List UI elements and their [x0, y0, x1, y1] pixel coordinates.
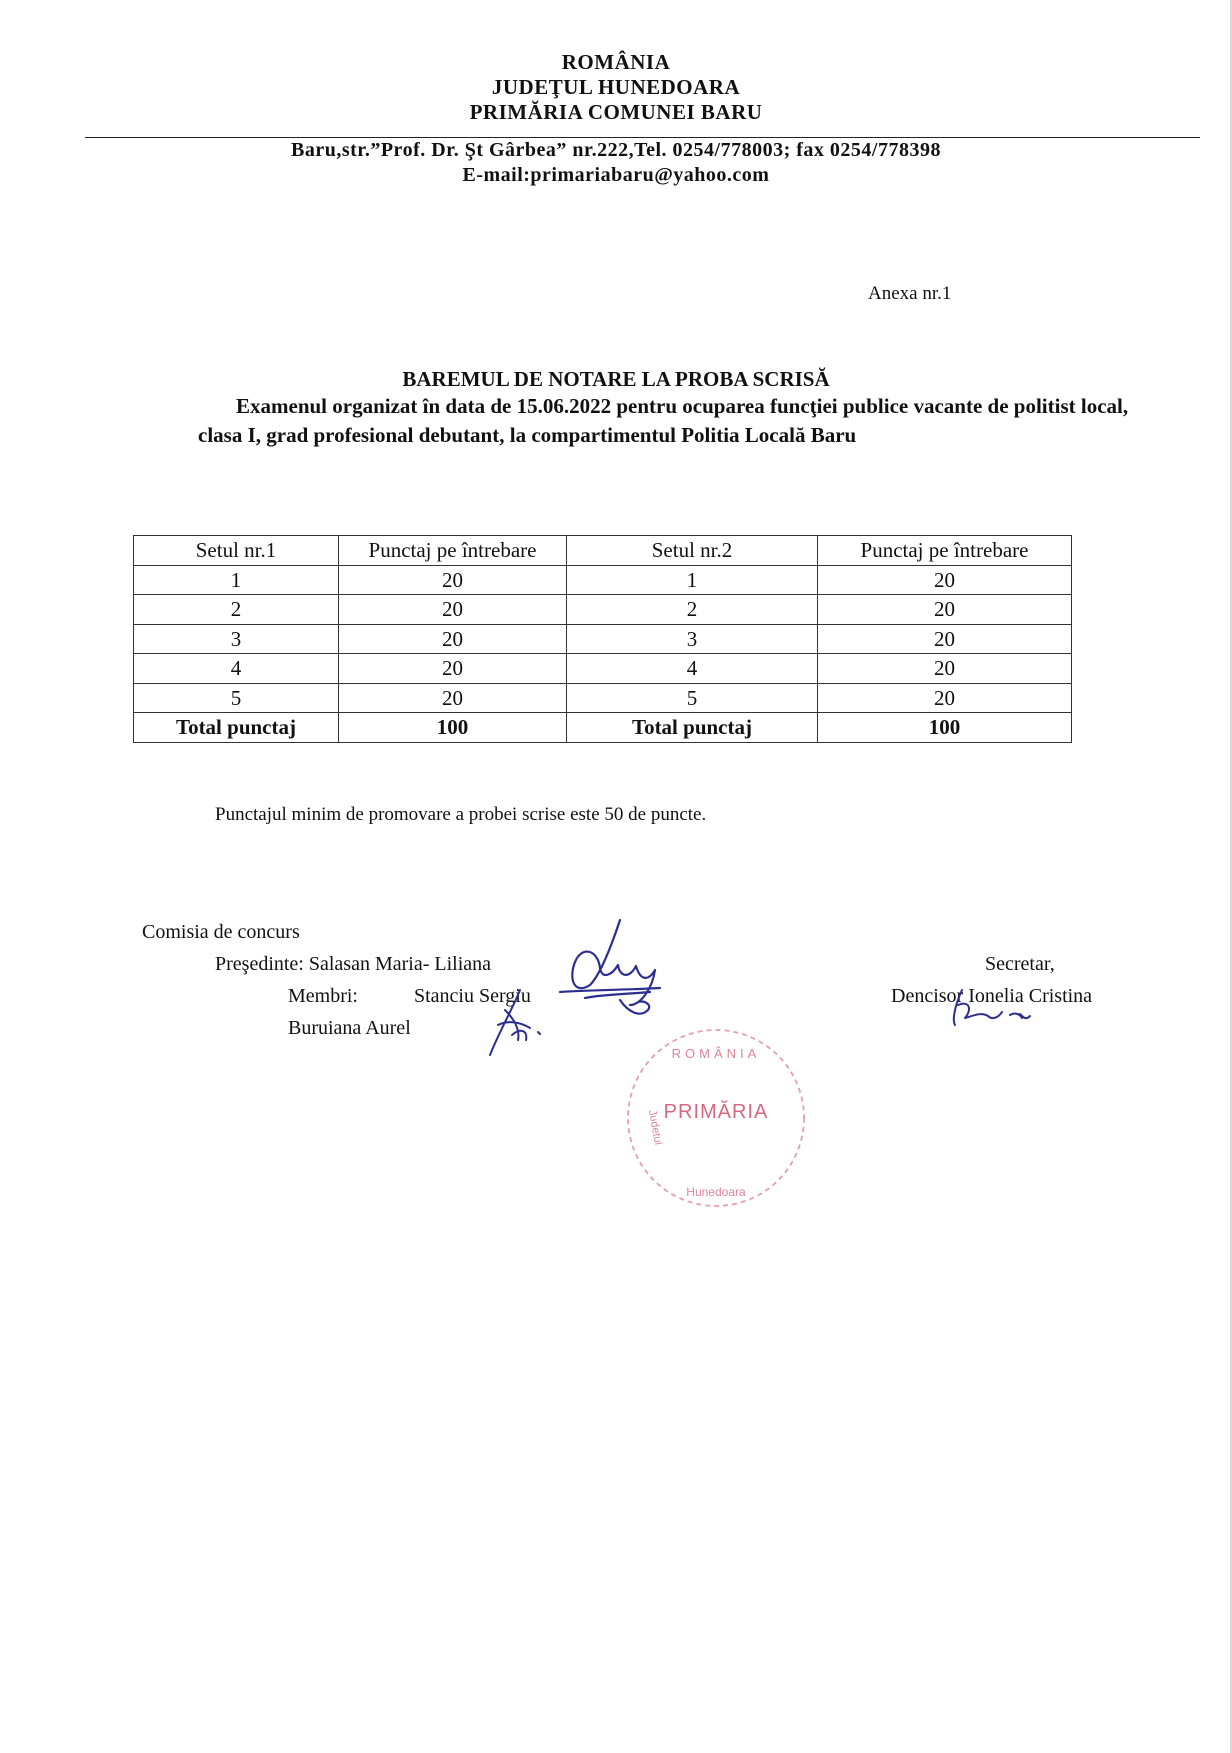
table-cell: 20 — [339, 624, 567, 654]
secretary-name: Dencisor Ionelia Cristina — [891, 985, 1093, 1007]
table-cell: 4 — [134, 654, 339, 684]
stamp-bottom-text: Hunedoara — [686, 1185, 746, 1199]
committee-heading: Comisia de concurs — [142, 921, 300, 943]
table-header-cell: Punctaj pe întrebare — [818, 536, 1072, 566]
document-title: BAREMUL DE NOTARE LA PROBA SCRISĂ — [402, 367, 830, 391]
header-address: Baru,str.”Prof. Dr. Şt Gârbea” nr.222,Tel. 0254/778003; fax 0254/778398 — [291, 139, 941, 161]
table-cell: 5 — [134, 683, 339, 713]
header-country: ROMÂNIA — [561, 50, 671, 74]
annex-label: Anexa nr.1 — [868, 283, 952, 304]
committee-member-1: Stanciu Sergiu — [414, 985, 531, 1007]
official-stamp — [628, 1030, 804, 1206]
table-cell: 20 — [339, 654, 567, 684]
stamp-center-text: PRIMĂRIA — [663, 1101, 769, 1123]
table-total-cell: 100 — [339, 713, 567, 743]
secretary-signature — [954, 990, 1030, 1025]
member-signature — [490, 990, 540, 1055]
header-office: PRIMĂRIA COMUNEI BARU — [469, 100, 763, 124]
table-header-cell: Setul nr.1 — [134, 536, 339, 566]
table-cell: 20 — [818, 683, 1072, 713]
table-cell: 20 — [339, 565, 567, 595]
table-cell: 3 — [134, 624, 339, 654]
table-cell: 4 — [567, 654, 818, 684]
table-cell: 5 — [567, 683, 818, 713]
table-cell: 2 — [134, 595, 339, 625]
table-total-cell: Total punctaj — [134, 713, 339, 743]
secretary-label: Secretar, — [985, 953, 1055, 975]
document-subtitle: Examenul organizat în data de 15.06.2022 pentru ocuparea funcţiei publice vacante de politist local, clasa I, grad profesional debutant, la compartimentul Politia Locală Baru — [198, 394, 1129, 447]
committee-member-2: Buruiana Aurel — [288, 1017, 411, 1039]
header-county: JUDEŢUL HUNEDOARA — [491, 75, 741, 99]
header-email: E-mail:primariabaru@yahoo.com — [462, 164, 770, 186]
table-cell: 20 — [818, 654, 1072, 684]
table-total-cell: 100 — [818, 713, 1072, 743]
table-cell: 3 — [567, 624, 818, 654]
table-header-cell: Punctaj pe întrebare — [339, 536, 567, 566]
table-total-cell: Total punctaj — [567, 713, 818, 743]
table-cell: 1 — [567, 565, 818, 595]
stamp-top-text: ROMÂNIA — [671, 1046, 761, 1061]
table-cell: 20 — [818, 595, 1072, 625]
stamp-left-text: Judetul — [645, 1108, 664, 1146]
committee-president: Preşedinte: Salasan Maria- Liliana — [215, 953, 492, 975]
president-signature — [560, 920, 660, 1014]
minimum-score-note: Punctajul minim de promovare a probei scrise este 50 de puncte. — [215, 804, 707, 825]
table-cell: 1 — [134, 565, 339, 595]
table-cell: 20 — [818, 565, 1072, 595]
table-header-cell: Setul nr.2 — [567, 536, 818, 566]
table-cell: 20 — [818, 624, 1072, 654]
committee-members-label: Membri: — [288, 985, 358, 1007]
table-cell: 2 — [567, 595, 818, 625]
table-cell: 20 — [339, 683, 567, 713]
table-cell: 20 — [339, 595, 567, 625]
